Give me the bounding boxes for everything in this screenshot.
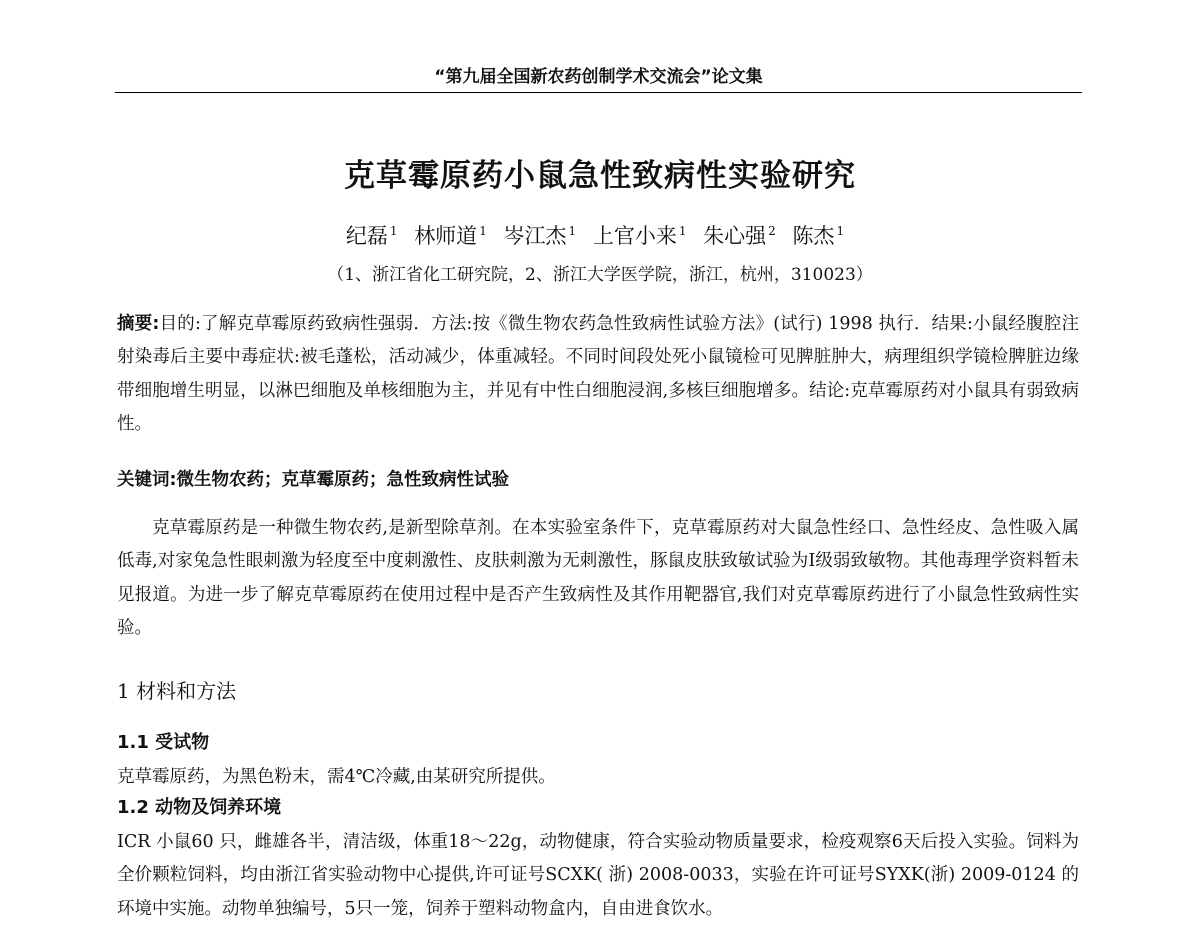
paper-title: 克草霉原药小鼠急性致病性实验研究 [344,158,856,194]
author-affil-mark: 1 [479,224,487,238]
author-affil-mark: 1 [568,224,577,238]
keywords [117,464,1079,497]
affiliation: （1、浙江省化工研究院，2、浙江大学医学院，浙江，杭州，310023） [327,265,873,285]
author-name: 纪磊 [345,224,388,248]
author-name: 陈杰 [792,224,835,248]
header-rule [115,92,1082,93]
author-name: 岑江杰 [503,224,567,248]
section-heading: 1 材料和方法 [117,679,237,703]
subsection-paragraph: ICR 小鼠60 只，雌雄各半，清洁级，体重18～22g，动物健康，符合实验动物质量要求，检疫观察6天后投入实验。饲料为全价颗粒饲料，均由浙江省实验动物中心提供,许可证号SCXK( 浙) 2008-0033，实验在许可证号SYXK(浙) 2009-0124 的环境中实施。动物单独编号，5只一笼，饲养于塑料动物盒内，自由进食饮水。 [117,832,1079,919]
abstract [117,308,1079,441]
abstract-text: 目的:了解克草霉原药致病性强弱．方法:按《微生物农药急性致病性试验方法》(试行) 1998 执行．结果:小鼠经腹腔注射染毒后主要中毒症状:被毛蓬松，活动减少，体重减轻。不同时间段处死小鼠镜检可见脾脏肿大，病理组织学镜检脾脏边缘带细胞增生明显，以淋巴细胞及单核细胞为主，并见有中性白细胞浸润,多核巨细胞增多。结论:克草霉原药对小鼠具有弱致病性。 [117,314,1079,434]
author-name: 上官小来 [592,224,677,248]
subsection-paragraph: 克草霉原药，为黑色粉末，需4℃冷藏,由某研究所提供。 [117,767,556,787]
intro-paragraph: 克草霉原药是一种微生物农药,是新型除草剂。在本实验室条件下，克草霉原药对大鼠急性经口、急性经皮、急性吸入属低毒,对家兔急性眼刺激为轻度至中度刺激性、皮肤刺激为无刺激性，豚鼠皮肤致敏试验为Ⅰ级弱致敏物。其他毒理学资料暂未见报道。为进一步了解克草霉原药在使用过程中是否产生致病性及其作用靶器官,我们对克草霉原药进行了小鼠急性致病性实验。 [117,518,1079,638]
subsection-heading: 1.2 动物及饲养环境 [117,797,282,818]
subsection-heading: 1.1 受试物 [117,732,210,753]
author-name: 林师道 [414,224,478,248]
author-affil-mark: 1 [836,224,845,238]
abstract-label: 摘要: [117,314,160,334]
author-affil-mark: 1 [389,224,398,238]
keywords-label: 关键词: [117,470,177,490]
author-affil-mark: 1 [678,224,687,238]
running-head: “第九届全国新农药创制学术交流会”论文集 [434,67,763,87]
author-name: 朱心强 [703,224,767,248]
keywords-text: 微生物农药；克草霉原药；急性致病性试验 [176,470,509,490]
author-list [0,220,1200,250]
author-affil-mark: 2 [768,224,776,238]
